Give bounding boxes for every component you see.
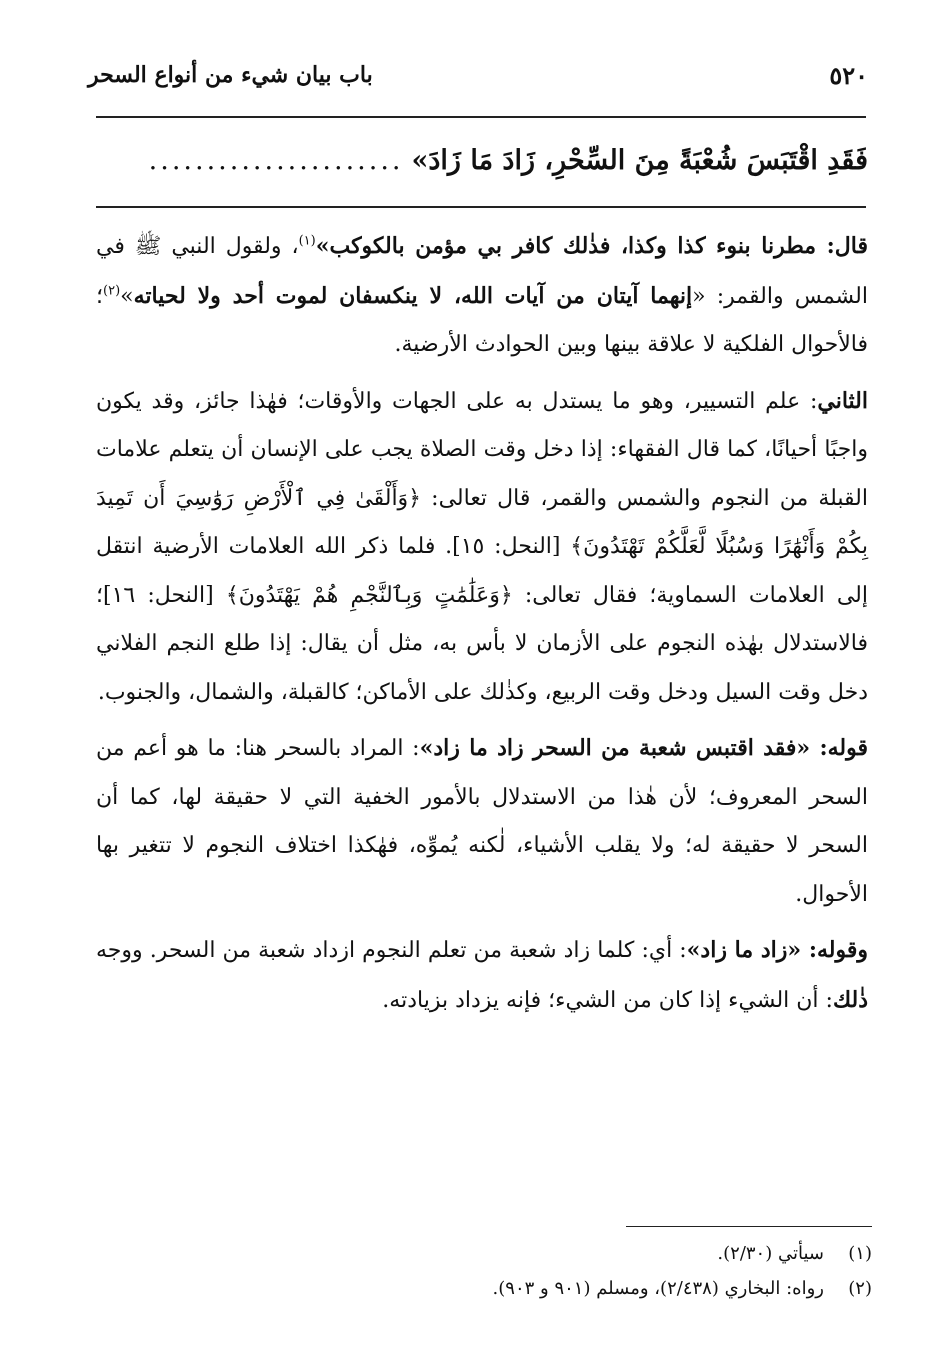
footnotes	[96, 1236, 872, 1306]
matn-dots: ......................	[148, 144, 404, 176]
hadith-eclipse: إنهما آيتان من آيات الله، لا ينكسفان لموت أحد ولا لحياته	[133, 282, 693, 309]
paragraph-3-text: : المراد بالسحر هنا: ما هو أعم من السحر المعروف؛ لأن هٰذا من الاستدلال بالأمور الخفية التي لا حقيقة لها، كما أن السحر لا حقيقة له؛ ولا يقلب الأشياء، لٰكنه يُموِّه، فهٰكذا اختلاف النجوم لا تتغير بها الأحوال.	[96, 736, 868, 907]
paragraph-4	[96, 926, 868, 1025]
paragraph-1	[96, 222, 868, 370]
quoted-phrase-1: قوله: «فقد اقتبس شعبة من السحر زاد ما زاد»	[419, 735, 868, 761]
commentary-body	[96, 222, 868, 1032]
paragraph-4-text-b: : أن الشيء إذا كان من الشيء؛ فإنه يزداد بزيادته.	[382, 987, 833, 1013]
matn-divider	[96, 206, 866, 208]
footnote-2-number: (٢)	[848, 1278, 872, 1299]
paragraph-1-text-b: ؛ فالأحوال الفلكية لا علاقة بينها وبين الحوادث الأرضية.	[96, 283, 868, 357]
footnote-1-number: (١)	[848, 1243, 872, 1264]
footnote-1	[96, 1236, 872, 1271]
footnote-2	[96, 1271, 872, 1306]
footnote-ref-1[interactable]: (١)	[298, 233, 316, 249]
header-divider	[96, 116, 866, 118]
paragraph-1-text-a: ، ولقول النبي ﷺ في الشمس والقمر: «	[96, 234, 868, 309]
page-number: ٥٢٠	[829, 60, 868, 90]
paragraph-4-text-a: : أي: كلما زاد شعبة من تعلم النجوم ازداد شعبة من السحر. ووجه	[96, 938, 687, 963]
footnote-2-text: رواه: البخاري (٢/٤٣٨)، ومسلم (٩٠١ و ٩٠٣).	[492, 1278, 824, 1299]
paragraph-2	[96, 377, 868, 718]
matn-line	[90, 128, 868, 192]
paragraph-2-text: : علم التسيير، وهو ما يستدل به على الجهات والأوقات؛ فهٰذا جائز، وقد يكون واجبًا أحيانًا، كما قال الفقهاء: إذا دخل وقت الصلاة يجب على الإنسان أن يتعلم علامات القبلة من النجوم والشمس والقمر، قال تعالى: ﴿وَأَلْقَىٰ فِي ٱلْأَرْضِ رَوَٰسِيَ أَن تَمِيدَ بِكُمْ وَأَنْهَٰرًا وَسُبُلًا لَّعَلَّكُمْ تَهْتَدُونَ﴾ [النحل: ١٥]. فلما ذكر الله العلامات الأرضية انتقل إلى العلامات السماوية؛ فقال تعالى: ﴿وَعَلَٰمَٰتٍ وَبِٱلنَّجْمِ هُمْ يَهْتَدُونَ﴾ [النحل: ١٦]؛ فالاستدلال بهٰذه النجوم على الأزمان لا بأس به، مثل أن يقال: إذا طلع النجم الفلاني دخل وقت السيل ودخل وقت الربيع، وكذٰلك على الأماكن؛ كالقبلة، والشمال، والجنوب.	[96, 388, 868, 705]
running-title: باب بيان شيء من أنواع السحر	[88, 62, 373, 88]
hadith-quote-end: قال: مطرنا بنوء كذا وكذا، فذٰلك كافر بي مؤمن بالكوكب»	[315, 233, 868, 259]
footnote-divider	[626, 1226, 872, 1227]
footnote-1-text: سيأتي (٢/٣٠).	[717, 1243, 824, 1264]
matn-text: فَقَدِ اقْتَبَسَ شُعْبَةً مِنَ السِّحْرِ، زَادَ مَا زَادَ»	[411, 144, 868, 176]
bold-word-dhalik: ذٰلك	[832, 986, 868, 1013]
section-label-second: الثاني	[817, 387, 868, 414]
footnote-ref-2[interactable]: (٢)	[103, 283, 121, 299]
quoted-phrase-2: وقوله: «زاد ما زاد»	[686, 937, 868, 963]
paragraph-3	[96, 724, 868, 919]
quote-close: »	[120, 283, 134, 309]
page-header	[88, 52, 868, 98]
